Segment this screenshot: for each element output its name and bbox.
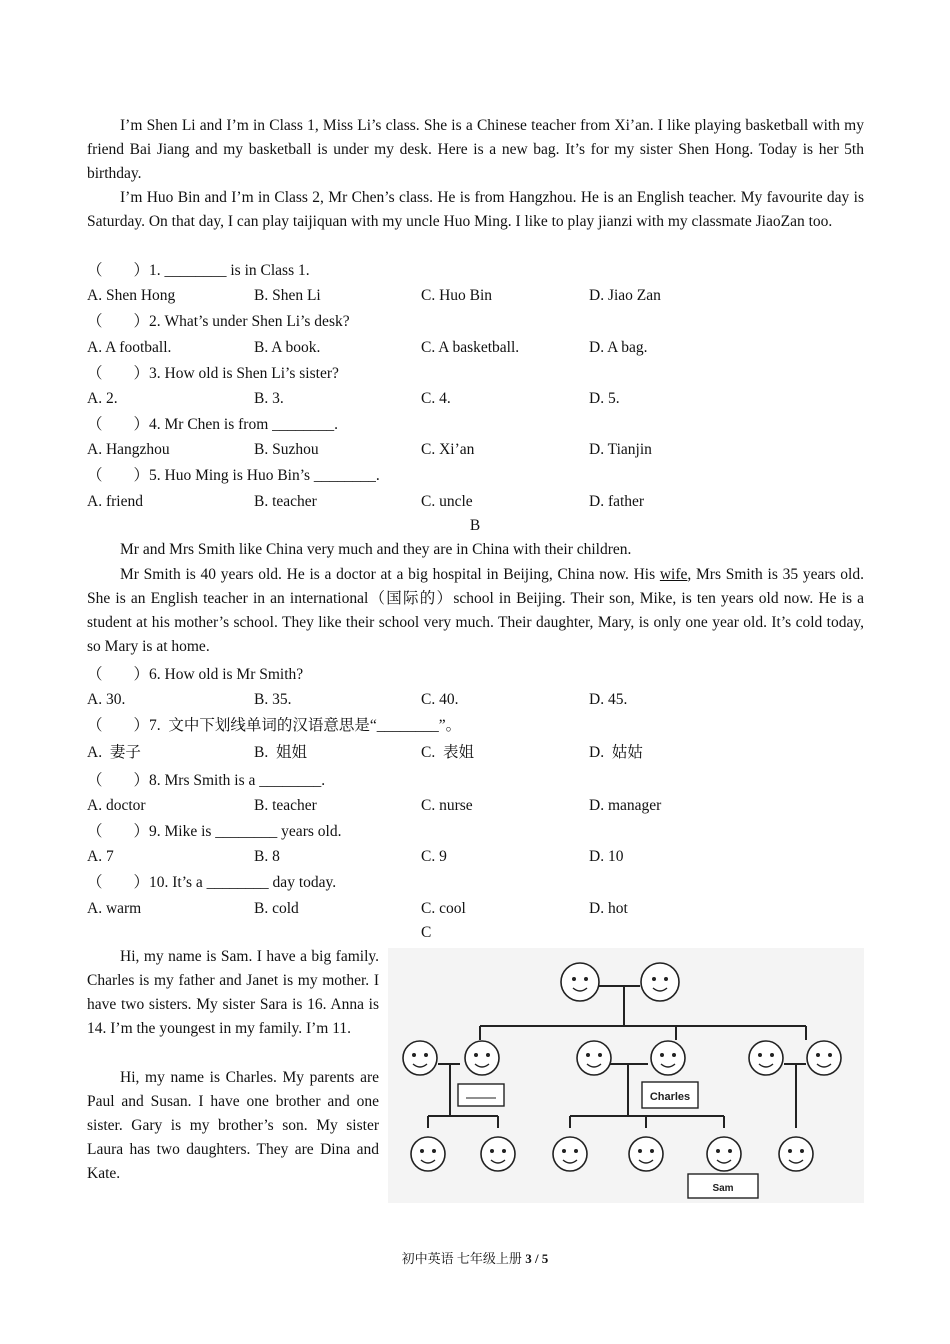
- question-8: （ ）8. Mrs Smith is a ________.: [87, 772, 326, 789]
- question-9-options: [87, 847, 787, 867]
- laura-husband-face: [749, 1041, 783, 1075]
- question-10-options: [87, 899, 787, 919]
- option-d: D. Tianjin: [589, 441, 652, 458]
- option-c: C. 9: [421, 848, 447, 865]
- passage-c-paragraph-1: Hi, my name is Sam. I have a big family. Charles is my father and Janet is my mother. I have two sisters. My sister Sara is 16. Anna is 14. I’m the youngest in my family. I’m 11.: [87, 948, 379, 1037]
- anna-face: [629, 1137, 663, 1171]
- option-d: D. manager: [589, 797, 662, 814]
- passage-b-text-after: , Mrs Smith is 35 years old. She is an English teacher in an international（国际的）school in Beijing. Their son, Mike, is ten years old now. He is a student at his mother’s school. They like their school very much. Their daughter, Mary, is only one year old. It’s cold today, so Mary is at home.: [87, 566, 864, 655]
- option-a: A. warm: [87, 900, 142, 917]
- option-c: C. 4.: [421, 390, 451, 407]
- option-d: D. 姑姑: [589, 744, 643, 761]
- option-b: B. 35.: [254, 691, 292, 708]
- option-d: D. 45.: [589, 691, 628, 708]
- option-a: A. 30.: [87, 691, 126, 708]
- section-c-heading: C: [421, 924, 432, 941]
- passage-a-paragraph-2: I’m Huo Bin and I’m in Class 2, Mr Chen’s class. He is from Hangzhou. He is an English teacher. My favourite day is Saturday. On that day, I can play taijiquan with my uncle Huo Ming. I like to play jianzi with my classmate JiaoZan too.: [87, 189, 864, 230]
- question-2-options: [87, 338, 787, 358]
- option-a: A. A football.: [87, 339, 172, 356]
- footer-text: 初中英语 七年级上册: [401, 1251, 526, 1266]
- option-d: D. hot: [589, 900, 628, 917]
- dina-face: [411, 1137, 445, 1171]
- option-a: A. 7: [87, 848, 114, 865]
- question-5: （ ）5. Huo Ming is Huo Bin’s ________.: [87, 467, 380, 484]
- sam-label: Sam: [712, 1183, 734, 1194]
- question-3: （ ）3. How old is Shen Li’s sister?: [87, 365, 339, 382]
- option-a: A. doctor: [87, 797, 146, 814]
- option-d: D. 10: [589, 848, 624, 865]
- option-b: B. A book.: [254, 339, 321, 356]
- passage-b-paragraph-1: Mr and Mrs Smith like China very much and they are in China with their children.: [120, 541, 632, 558]
- question-1: （ ）1. ________ is in Class 1.: [87, 262, 310, 279]
- grandfather-face: [561, 963, 599, 1001]
- question-5-options: [87, 492, 787, 512]
- option-c: C. Huo Bin: [421, 287, 493, 304]
- option-b: B. teacher: [254, 493, 317, 510]
- passage-b-text-before: Mr Smith is 40 years old. He is a doctor at a big hospital in Beijing, China now. His: [120, 566, 660, 583]
- page-number: 3 / 5: [525, 1251, 549, 1266]
- page-footer: [0, 1248, 950, 1267]
- sara-face: [553, 1137, 587, 1171]
- option-c: C. 40.: [421, 691, 459, 708]
- passage-b-paragraph-2: [87, 563, 864, 659]
- option-c: C. cool: [421, 900, 466, 917]
- kate-face: [481, 1137, 515, 1171]
- question-6: （ ）6. How old is Mr Smith?: [87, 666, 304, 683]
- question-2: （ ）2. What’s under Shen Li’s desk?: [87, 313, 350, 330]
- option-a: A. 2.: [87, 390, 118, 407]
- option-b: B. cold: [254, 900, 299, 917]
- option-d: D. 5.: [589, 390, 620, 407]
- question-3-options: [87, 389, 787, 409]
- option-a: A. friend: [87, 493, 143, 510]
- question-7-options: [87, 743, 787, 763]
- option-c: C. uncle: [421, 493, 473, 510]
- question-4: （ ）4. Mr Chen is from ________.: [87, 416, 339, 433]
- uncle-face: [403, 1041, 437, 1075]
- question-1-options: [87, 286, 787, 306]
- family-tree-illustration: [388, 948, 864, 1203]
- passage-a-paragraph-1: I’m Shen Li and I’m in Class 1, Miss Li’s class. She is a Chinese teacher from Xi’an. I like playing basketball with my friend Bai Jiang and my basketball is under my desk. Here is a new bag. It’s for my sister Shen Hong. Today is her 5th birthday.: [87, 117, 864, 182]
- question-4-options: [87, 440, 787, 460]
- laura-face: [807, 1041, 841, 1075]
- charles-face: [651, 1041, 685, 1075]
- question-9: （ ）9. Mike is ________ years old.: [87, 823, 342, 840]
- question-8-options: [87, 796, 787, 816]
- option-a: A. Hangzhou: [87, 441, 170, 458]
- blank-name-box: [458, 1084, 504, 1106]
- option-b: B. teacher: [254, 797, 317, 814]
- option-b: B. 3.: [254, 390, 284, 407]
- option-b: B. Suzhou: [254, 441, 319, 458]
- section-b-heading: B: [469, 517, 481, 534]
- option-b: B. Shen Li: [254, 287, 321, 304]
- option-d: D. father: [589, 493, 645, 510]
- question-10: （ ）10. It’s a ________ day today.: [87, 874, 337, 891]
- option-a: A. Shen Hong: [87, 287, 176, 304]
- passage-c-paragraph-2: Hi, my name is Charles. My parents are Paul and Susan. I have one brother and one sister. Gary is my brother’s son. My sister Laura has two daughters. They are Dina and Kate.: [87, 1069, 379, 1182]
- option-b: B. 8: [254, 848, 280, 865]
- option-b: B. 姐姐: [254, 744, 307, 761]
- aunt-face: [465, 1041, 499, 1075]
- question-6-options: [87, 690, 787, 710]
- sam-face: [707, 1137, 741, 1171]
- gary-face: [779, 1137, 813, 1171]
- question-7: （ ）7. 文中下划线单词的汉语意思是“________”。: [87, 717, 462, 734]
- janet-face: [577, 1041, 611, 1075]
- option-c: C. Xi’an: [421, 441, 475, 458]
- charles-label: Charles: [649, 1091, 691, 1103]
- option-a: A. 妻子: [87, 744, 141, 761]
- grandmother-face: [641, 963, 679, 1001]
- option-c: C. nurse: [421, 797, 473, 814]
- underlined-word: wife: [659, 566, 688, 583]
- option-d: D. A bag.: [589, 339, 648, 356]
- option-c: C. A basketball.: [421, 339, 520, 356]
- option-c: C. 表姐: [421, 744, 474, 761]
- option-d: D. Jiao Zan: [589, 287, 661, 304]
